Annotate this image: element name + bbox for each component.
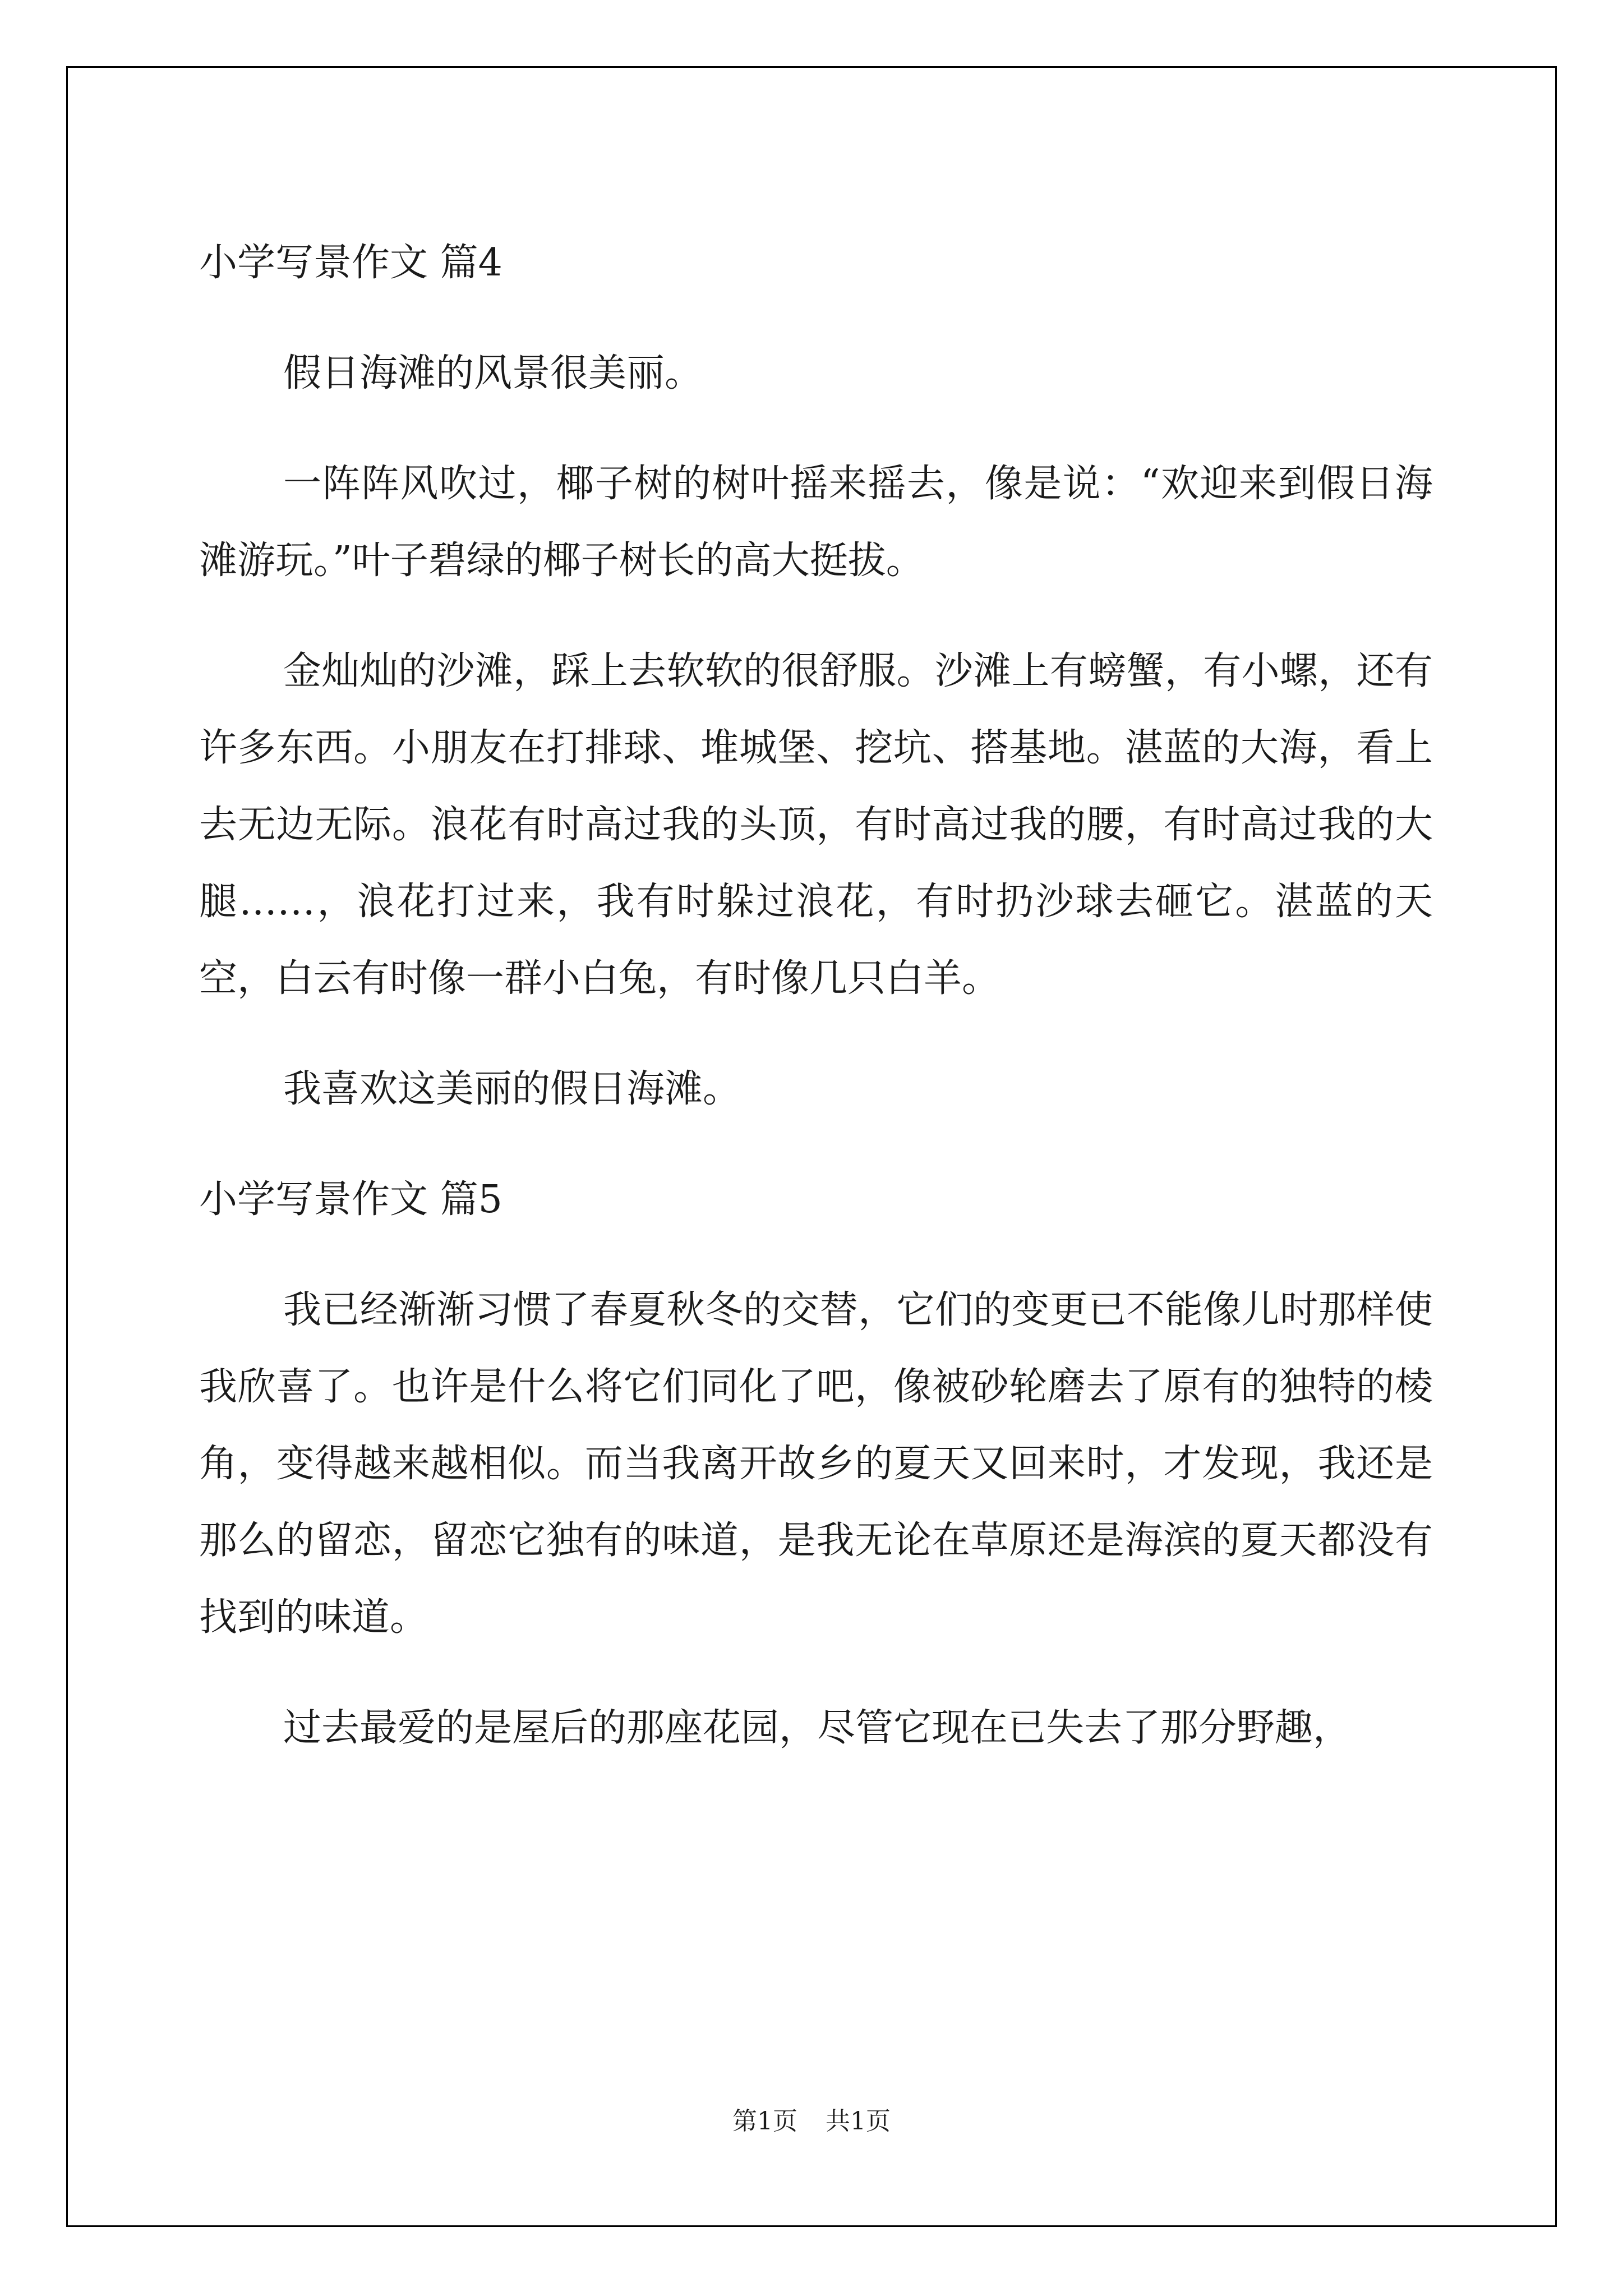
section-heading: 小学写景作文 篇4	[199, 241, 502, 285]
page-footer	[0, 2101, 1623, 2137]
page-number: 第1页	[732, 2107, 797, 2136]
paragraph: 过去最爱的是屋后的那座花园，尽管它现在已失去了那分野趣，	[283, 1706, 1352, 1750]
paragraph: 一阵阵风吹过，椰子树的树叶摇来摇去，像是说：“欢迎来到假日海滩游玩。”叶子碧绿的椰子树长的高大挺拔。	[199, 462, 1433, 583]
paragraph: 我已经渐渐习惯了春夏秋冬的交替，它们的变更已不能像儿时那样使我欣喜了。也许是什么将它们同化了吧，像被砂轮磨去了原有的独特的棱角，变得越来越相似。而当我离开故乡的夏天又回来时，才发现，我还是那么的留恋，留恋它独有的味道，是我无论在草原还是海滨的夏天都没有找到的味道。	[199, 1288, 1433, 1640]
paragraph: 假日海滩的风景很美丽。	[283, 351, 703, 395]
document-body	[199, 224, 1433, 1800]
paragraph: 金灿灿的沙滩，踩上去软软的很舒服。沙滩上有螃蟹，有小螺，还有许多东西。小朋友在打排球、堆城堡、挖坑、搭基地。湛蓝的大海，看上去无边无际。浪花有时高过我的头顶，有时高过我的腰，有时高过我的大腿……，浪花打过来，我有时躲过浪花，有时扔沙球去砸它。湛蓝的天空，白云有时像一群小白兔，有时像几只白羊。	[199, 649, 1433, 1001]
page-total: 共1页	[826, 2107, 891, 2136]
section-heading: 小学写景作文 篇5	[199, 1177, 502, 1222]
paragraph: 我喜欢这美丽的假日海滩。	[283, 1067, 741, 1111]
